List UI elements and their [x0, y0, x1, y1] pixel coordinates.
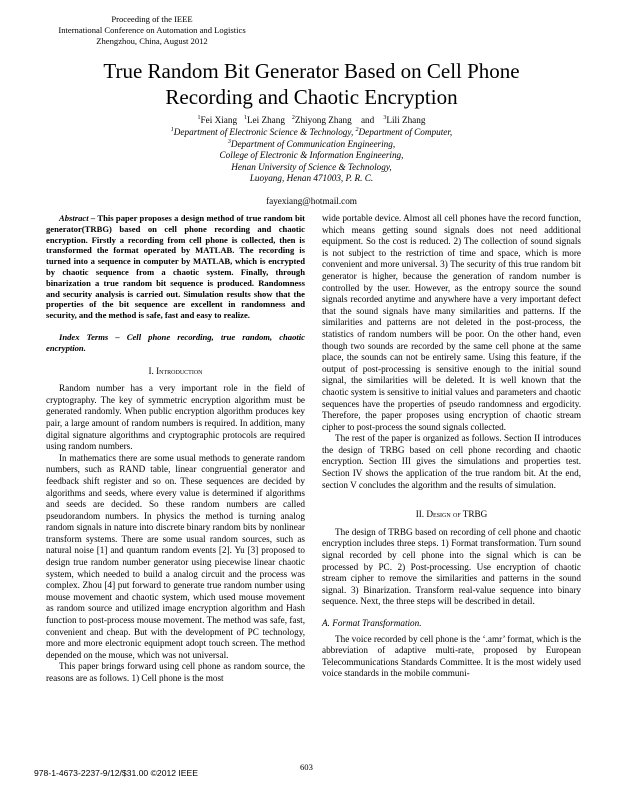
author-3: Zhiyong Zhang	[294, 115, 352, 125]
author-2: Lei Zhang	[246, 115, 285, 125]
affiliation-2: Department of Computer,	[358, 127, 453, 137]
proceedings-line-2: International Conference on Automation and Logistics	[58, 25, 246, 35]
section-2-title: Design of TRBG	[426, 509, 488, 520]
copyright-line: 978-1-4673-2237-9/12/$31.00 ©2012 IEEE	[34, 768, 199, 778]
intro-paragraph-3-continued: wide portable device. Almost all cell phones have the record function, which means getting sound signals does not need additional equipment. So the cost is reduced. 2) The collection of sound signals is not subject to the restriction of time and space, which is more convenient and more universal. 3) The security of this true random bit generator is higher, because the generation of random number is controlled by the user. However, as the entropy source the sound signals recorded anytime and anywhere have a very important defect that the sound signals have many similarities and patterns. If the similarities and patterns are not deleted in the post-process, the statistics of random numbers will be poor. On the other hand, even though two sounds are recorded by the same cell phone at the same place, the sounds can not be entirely same. Using this feature, if the output of post-processing is sensitive enough to the initial sound signal, the similarities will be deleted. It is well known that the chaotic system is sensitive to initial values and parameters and chaotic sequences have the properties of pseudo randomness and ergodicity. Therefore, the paper proposes using encryption of chaotic stream cipher to post-process the sound signals collected.	[322, 213, 581, 432]
intro-paragraph-2: In mathematics there are some usual methods to generate random numbers, such as RAND table, linear congruential generator and feedback shift register and so on. These sequences are decided by algorithms and seeds, where every value is determined if algorithms and seeds are decided. So these random numbers are called pseudorandom numbers. In physics the method is turning analog random signals in nature into discrete binary random bits by nonlinear transform systems. There are some usual random sources, such as natural noise [1] and quantum random events [2]. Yu [3] proposed to design true random number generator using piecewise linear chaotic system, which needed to build a analog circuit and the process was complex. Zhou [4] put forward to generate true random number using mouse movement and chaotic system, which used mouse movement as random source and utilized image encryption algorithm and Hash function to post-process mouse movement. The method was safe, fast, convenient and cheap. But with the development of PC technology, more and more electronic equipment adopt touch screen. The method depended on the mouse, which was not universal.	[46, 452, 305, 660]
title-line-1: True Random Bit Generator Based on Cell Phone	[103, 59, 520, 83]
affiliations	[0, 127, 623, 185]
subsection-a-heading: A. Format Transformation.	[322, 618, 422, 628]
proceedings-header	[22, 14, 282, 47]
left-column	[46, 213, 305, 685]
author-1: Fei Xiang	[200, 115, 238, 125]
index-terms	[46, 332, 305, 354]
intro-paragraph-3: This paper brings forward using cell phone as random source, the reasons are as follows. 1) Cell phone is the most	[46, 661, 305, 683]
section-1-title: Introduction	[156, 365, 203, 376]
index-terms-text: Index Terms – Cell phone recording, true random, chaotic encryption.	[46, 331, 305, 353]
author-email: fayexiang@hotmail.com	[266, 196, 357, 206]
paper-title	[0, 58, 623, 110]
affiliation-line-4: Henan University of Science & Technology,	[231, 161, 392, 172]
author-list: $^1$Fei Xiang $^1$Lei Zhang $^2$Zhiyong Zhang and $^3$Lili Zhang	[197, 114, 426, 125]
section-1-heading	[46, 366, 305, 378]
affiliation-1: Department of Electronic Science & Technology,	[173, 127, 354, 137]
design-paragraph-1: The design of TRBG based on recording of cell phone and chaotic encryption includes three steps. 1) Format transformation. Turn sound signal recorded by cell phone into the signal which is can be processed by PC. 2) Post-processing. Use encryption of chaotic stream cipher to remove the similarities and patterns in the sound signal. 3) Binarization. Transform real-value sequence into binary sequence. Next, the three steps will be described in detail.	[322, 526, 581, 607]
author-conjunction: and	[360, 115, 375, 125]
intro-paragraph-4: The rest of the paper is organized as follows. Section II introduces the design of TRBG based on cell phone recording and chaotic encryption. Section III gives the simulations and properties test. Section IV shows the application of the true random bit. At the end, section V concludes the algorithm and the results of simulation.	[322, 433, 581, 490]
proceedings-line-3: Zhengzhou, China, August 2012	[96, 36, 208, 46]
abstract-lead: Abstract –	[59, 213, 96, 223]
right-column	[322, 213, 581, 680]
affiliation-3: Department of Communication Engineering,	[230, 138, 396, 149]
section-2-heading	[322, 509, 581, 521]
design-paragraph-2: The voice recorded by cell phone is the ‘.amr’ format, which is the abbreviation of adaptive multi-rate, proposed by European Telecommunications Standards Committee. It is the most widely used voice standards in the mobile communi-	[322, 633, 581, 679]
affiliation-line-3: College of Electronic & Information Engineering,	[219, 150, 404, 161]
abstract	[46, 213, 305, 321]
intro-paragraph-1: Random number has a very important role in the field of cryptography. The key of symmetric encryption algorithm must be generated randomly. When public encryption algorithm produces key pair, a large amount of random numbers is required. In addition, many digital signature algorithms and cryptographic protocols are required using random numbers.	[46, 383, 305, 452]
author-4: Lili Zhang	[386, 115, 426, 125]
page-number: 603	[300, 762, 313, 772]
affiliation-line-1: $^1$Department of Electronic Science & Technology, $^2$Department of Computer,	[170, 126, 453, 137]
title-line-2: Recording and Chaotic Encryption	[165, 85, 458, 109]
abstract-text: This paper proposes a design method of true random bit generator(TRBG) based on cell phone recording and chaotic encryption. Firstly a recording from cell phone is collected, then is transformed the format operated by MATLAB. The recording is turned into a sequence in computer by MATLAB, which is encrypted by chaotic sequence from a chaotic system. Finally, through binarization a true random bit sequence is produced. Randomness and security analysis is carried out. Simulation results show that the properties of the bit sequence are excellent in randomness and security, and the method is safe, fast and easy to realize.	[46, 213, 305, 321]
section-2-number: II.	[415, 509, 425, 520]
section-1-number: I.	[148, 365, 154, 376]
affiliation-line-5: Luoyang, Henan 471003, P. R. C.	[249, 173, 374, 184]
proceedings-line-1: Proceeding of the IEEE	[111, 14, 193, 24]
affiliation-line-2: $^3$Department of Communication Engineering,	[227, 138, 396, 149]
